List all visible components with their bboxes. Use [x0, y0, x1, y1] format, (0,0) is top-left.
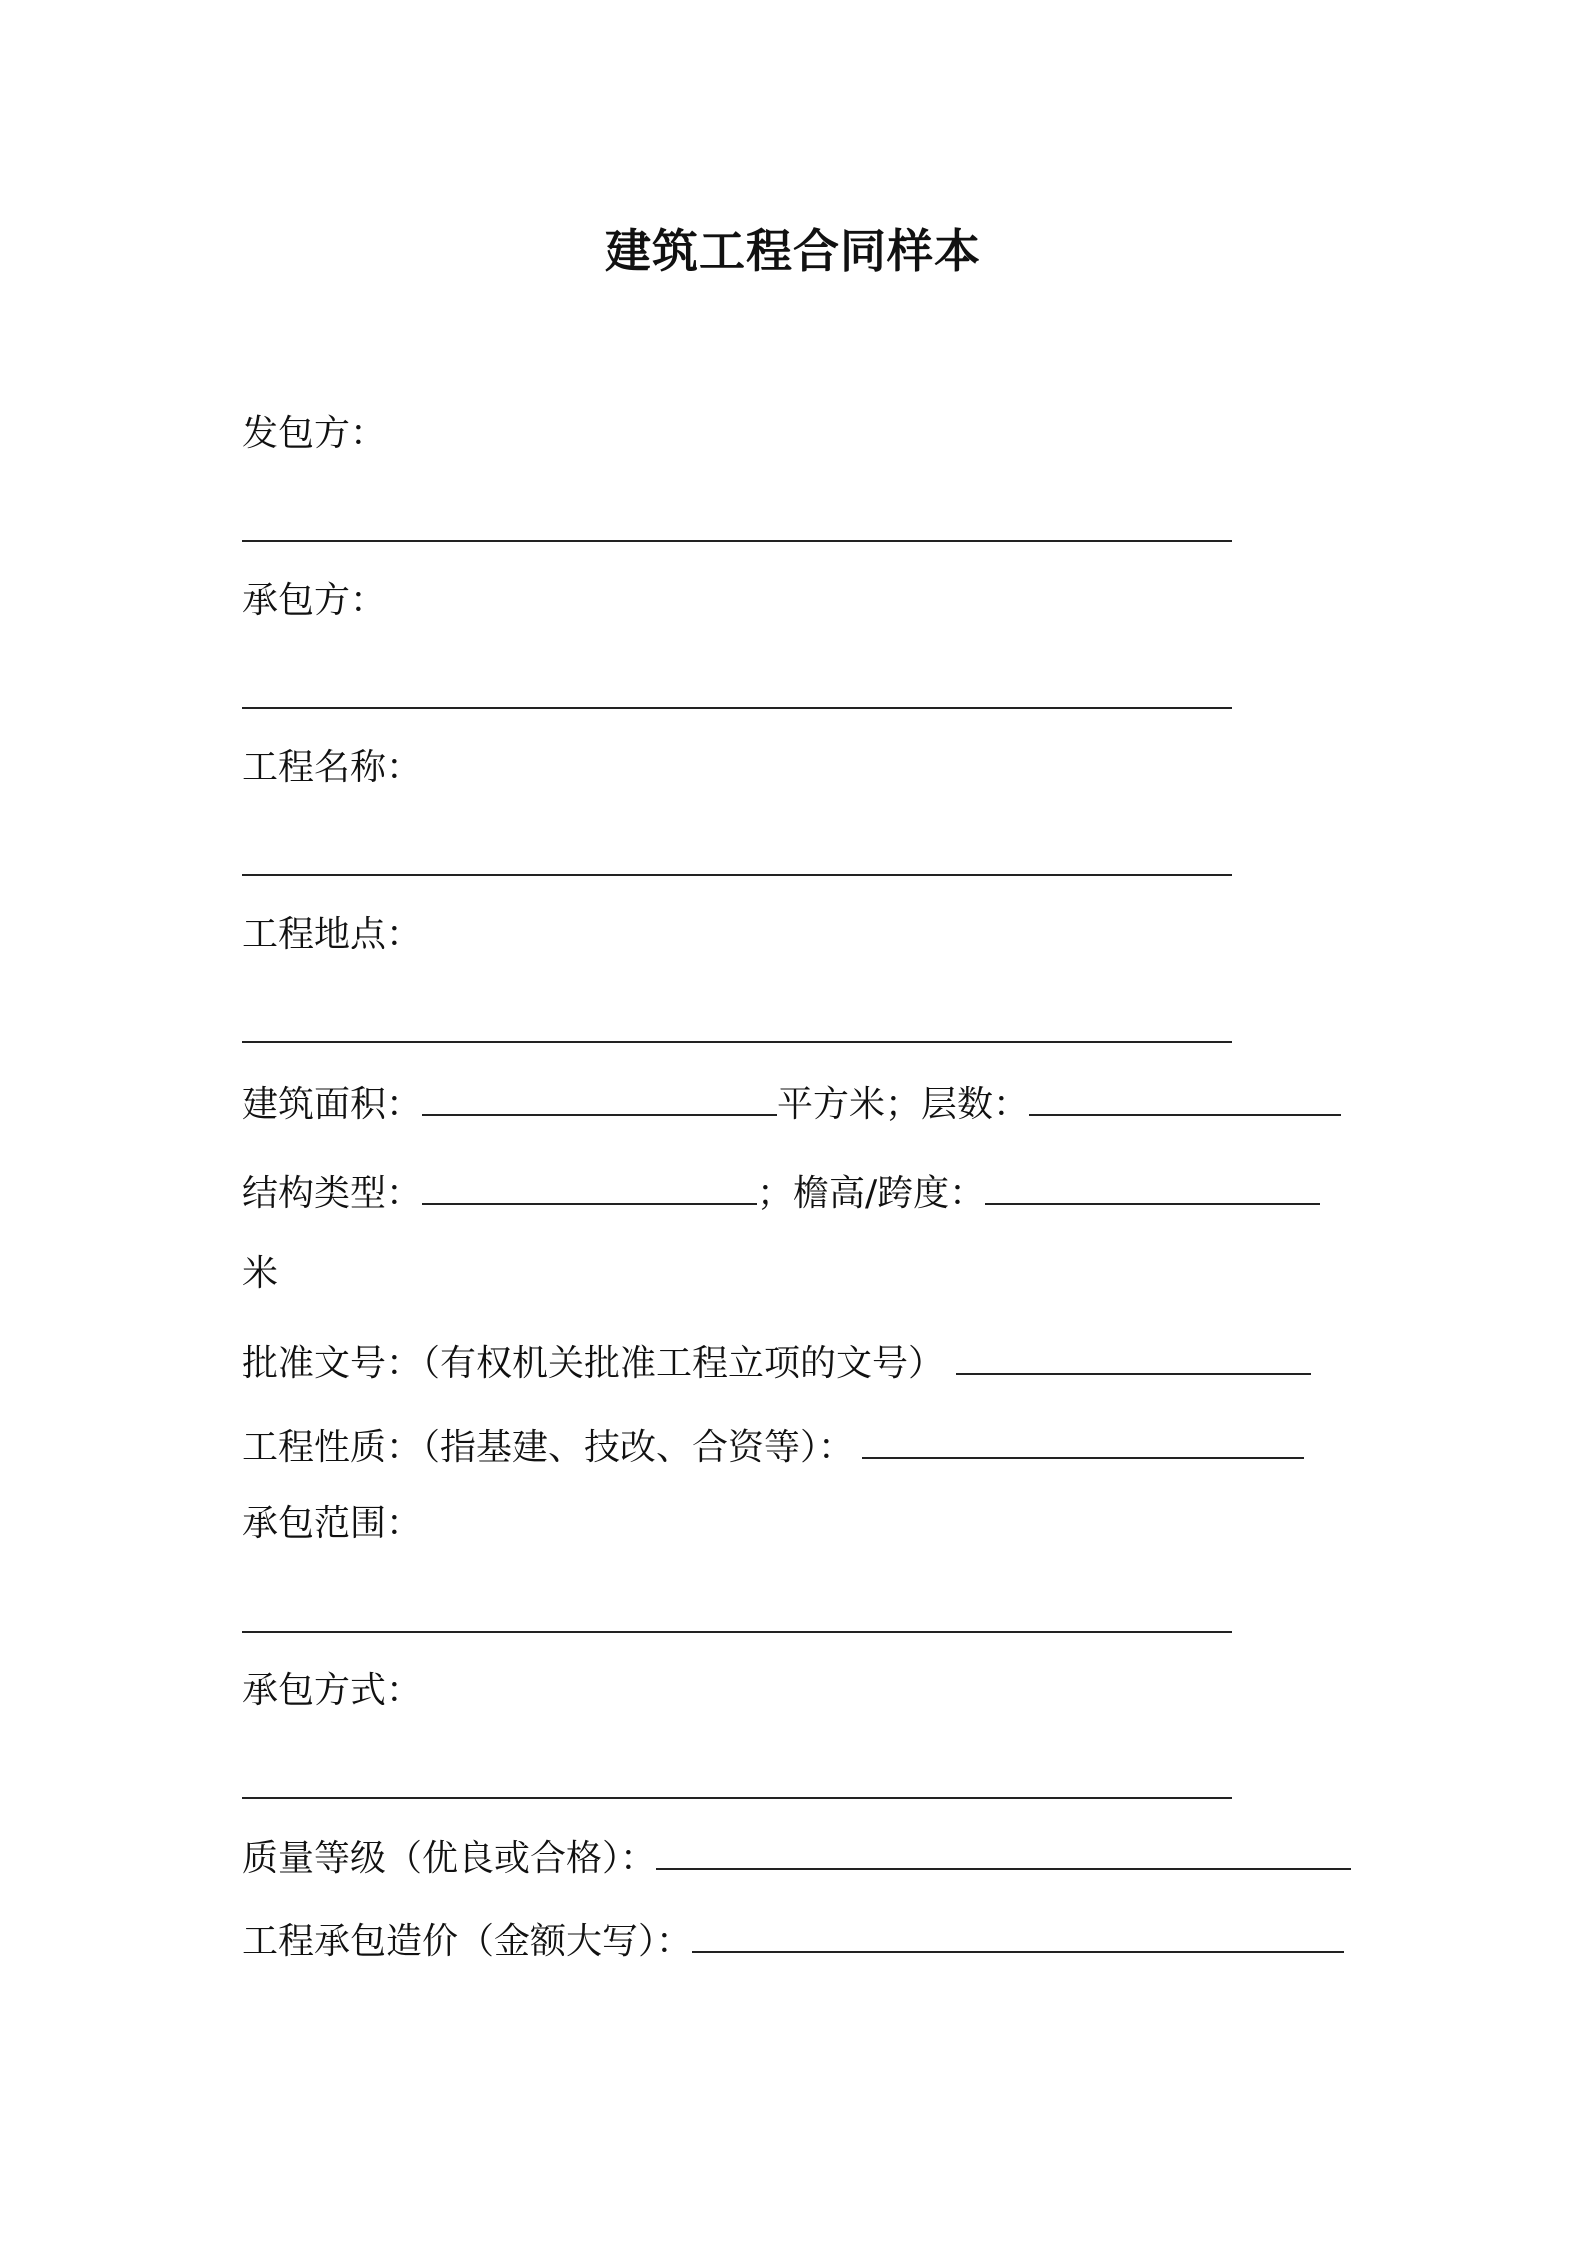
contract-price-input-line[interactable]	[692, 1917, 1344, 1953]
project-nature-row	[242, 1423, 1304, 1472]
project-nature-label: 工程性质：（指基建、技改、合资等）：	[242, 1427, 855, 1468]
contract-price-row	[242, 1917, 1344, 1966]
structure-type-label: 结构类型：	[242, 1173, 423, 1214]
area-unit: 平方米；	[777, 1084, 922, 1125]
approval-doc-input-line[interactable]	[956, 1339, 1311, 1375]
project-location-input-line[interactable]	[242, 1041, 1232, 1043]
project-name-label: 工程名称：	[242, 747, 423, 788]
project-location-label: 工程地点：	[242, 914, 423, 955]
project-name-input-line[interactable]	[242, 874, 1232, 876]
building-area-input-line[interactable]	[422, 1080, 777, 1116]
approval-doc-label: 批准文号：（有权机关批准工程立项的文号）	[242, 1343, 945, 1384]
contract-method-label: 承包方式：	[242, 1670, 423, 1711]
quality-grade-row	[242, 1834, 1351, 1883]
document-title: 建筑工程合同样本	[605, 224, 981, 278]
quality-grade-input-line[interactable]	[656, 1834, 1351, 1870]
eave-span-input-line[interactable]	[985, 1169, 1320, 1205]
meter-unit: 米	[242, 1253, 279, 1294]
structure-type-input-line[interactable]	[422, 1169, 757, 1205]
floors-input-line[interactable]	[1029, 1080, 1341, 1116]
eave-span-label: 檐高/跨度：	[793, 1173, 986, 1214]
floors-label: 层数：	[921, 1084, 1030, 1125]
employer-label: 发包方：	[242, 413, 387, 454]
contractor-label: 承包方：	[242, 580, 387, 621]
structure-row	[242, 1169, 1320, 1218]
approval-doc-row	[242, 1339, 1311, 1388]
building-area-row	[242, 1080, 1341, 1129]
contract-price-label: 工程承包造价（金额大写）：	[242, 1921, 693, 1962]
quality-grade-label: 质量等级（优良或合格）：	[242, 1838, 657, 1879]
contract-scope-label: 承包范围：	[242, 1503, 423, 1544]
separator-semicolon: ；	[757, 1173, 794, 1214]
employer-input-line[interactable]	[242, 540, 1232, 542]
contractor-input-line[interactable]	[242, 707, 1232, 709]
contract-scope-input-line[interactable]	[242, 1631, 1232, 1633]
contract-method-input-line[interactable]	[242, 1797, 1232, 1799]
project-nature-input-line[interactable]	[862, 1423, 1304, 1459]
building-area-label: 建筑面积：	[242, 1084, 423, 1125]
